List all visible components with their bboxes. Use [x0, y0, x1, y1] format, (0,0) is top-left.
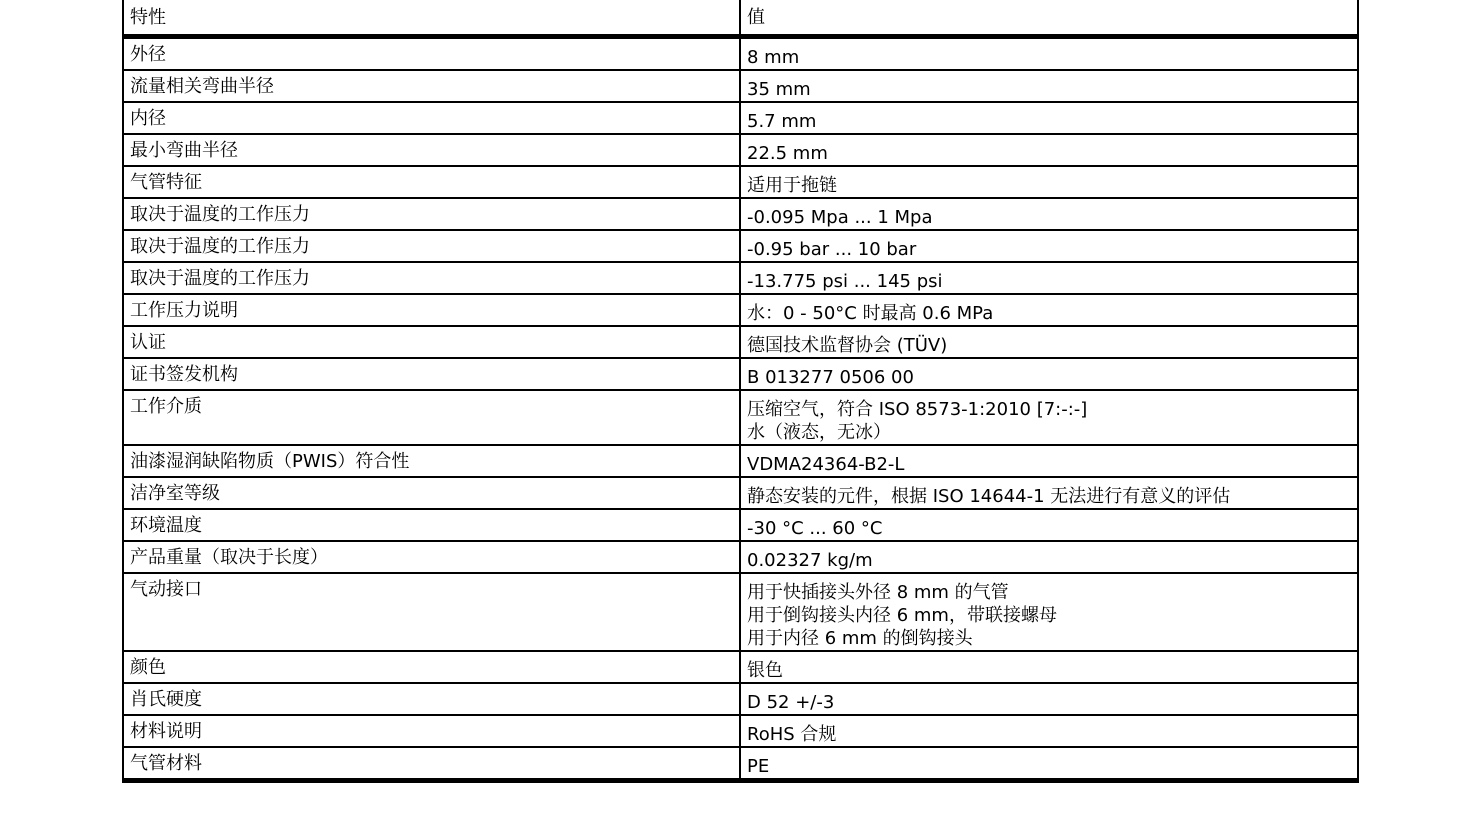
- table-row: [123, 715, 1358, 747]
- value-cell: [740, 445, 1358, 477]
- table-row: [123, 166, 1358, 198]
- column-header-property: 特性: [123, 0, 740, 36]
- table-row: [123, 70, 1358, 102]
- value-cell: [740, 683, 1358, 715]
- spec-sheet: [122, 0, 1357, 783]
- property-cell: 气动接口: [123, 573, 740, 651]
- value-line: B 013277 0506 00: [747, 366, 914, 388]
- value-line: 5.7 mm: [747, 110, 817, 132]
- value-line: D 52 +/-3: [747, 691, 835, 713]
- value-cell: [740, 230, 1358, 262]
- property-cell: 肖氏硬度: [123, 683, 740, 715]
- table-row: [123, 390, 1358, 445]
- value-line: 35 mm: [747, 78, 811, 100]
- property-cell: 油漆湿润缺陷物质（PWIS）符合性: [123, 445, 740, 477]
- value-line: 水（液态，无冰）: [747, 421, 891, 443]
- table-row: [123, 294, 1358, 326]
- property-cell: 产品重量（取决于长度）: [123, 541, 740, 573]
- value-line: 8 mm: [747, 46, 800, 68]
- value-line: -0.95 bar ... 10 bar: [747, 238, 917, 260]
- value-cell: [740, 262, 1358, 294]
- value-line: 水：0 - 50°C 时最高 0.6 MPa: [747, 302, 994, 324]
- value-cell: [740, 390, 1358, 445]
- value-line: 静态安装的元件，根据 ISO 14644-1 无法进行有意义的评估: [747, 485, 1231, 507]
- value-cell: [740, 326, 1358, 358]
- value-cell: [740, 294, 1358, 326]
- table-row: [123, 509, 1358, 541]
- value-cell: [740, 715, 1358, 747]
- value-line: 用于快插接头外径 8 mm 的气管: [747, 581, 1009, 603]
- property-cell: 认证: [123, 326, 740, 358]
- property-cell: 工作介质: [123, 390, 740, 445]
- property-cell: 材料说明: [123, 715, 740, 747]
- value-line: -30 °C ... 60 °C: [747, 517, 883, 539]
- property-cell: 证书签发机构: [123, 358, 740, 390]
- table-row: [123, 326, 1358, 358]
- value-line: VDMA24364-B2-L: [747, 453, 905, 475]
- table-row: [123, 198, 1358, 230]
- table-body: [123, 36, 1358, 780]
- property-cell: 取决于温度的工作压力: [123, 262, 740, 294]
- value-cell: [740, 36, 1358, 70]
- value-cell: [740, 477, 1358, 509]
- column-header-value: 值: [740, 0, 1358, 36]
- property-cell: 最小弯曲半径: [123, 134, 740, 166]
- value-line: RoHS 合规: [747, 723, 837, 745]
- property-cell: 流量相关弯曲半径: [123, 70, 740, 102]
- value-cell: [740, 573, 1358, 651]
- value-line: 22.5 mm: [747, 142, 828, 164]
- table-row: [123, 683, 1358, 715]
- value-cell: [740, 198, 1358, 230]
- value-line: 德国技术监督协会 (TÜV): [747, 334, 948, 356]
- property-cell: 外径: [123, 36, 740, 70]
- value-cell: [740, 358, 1358, 390]
- value-line: 用于内径 6 mm 的倒钩接头: [747, 627, 973, 649]
- property-cell: 气管特征: [123, 166, 740, 198]
- table-row: [123, 477, 1358, 509]
- value-line: -13.775 psi ... 145 psi: [747, 270, 943, 292]
- value-cell: [740, 509, 1358, 541]
- spec-table: [122, 0, 1359, 783]
- property-cell: 环境温度: [123, 509, 740, 541]
- table-row: [123, 102, 1358, 134]
- property-cell: 取决于温度的工作压力: [123, 230, 740, 262]
- table-row: [123, 230, 1358, 262]
- value-cell: [740, 541, 1358, 573]
- property-cell: 工作压力说明: [123, 294, 740, 326]
- value-line: PE: [747, 755, 770, 777]
- property-cell: 气管材料: [123, 747, 740, 781]
- value-cell: [740, 651, 1358, 683]
- table-header-row: [123, 0, 1358, 36]
- table-row: [123, 541, 1358, 573]
- value-line: 适用于拖链: [747, 174, 837, 196]
- value-cell: [740, 747, 1358, 781]
- value-line: 压缩空气，符合 ISO 8573-1:2010 [7:-:-]: [747, 398, 1088, 420]
- value-line: 用于倒钩接头内径 6 mm，带联接螺母: [747, 604, 1057, 626]
- value-line: 0.02327 kg/m: [747, 549, 873, 571]
- table-row: [123, 358, 1358, 390]
- value-cell: [740, 70, 1358, 102]
- property-cell: 取决于温度的工作压力: [123, 198, 740, 230]
- table-row: [123, 651, 1358, 683]
- property-cell: 颜色: [123, 651, 740, 683]
- table-row: [123, 262, 1358, 294]
- value-line: -0.095 Mpa ... 1 Mpa: [747, 206, 933, 228]
- table-row: [123, 134, 1358, 166]
- value-cell: [740, 166, 1358, 198]
- value-cell: [740, 102, 1358, 134]
- property-cell: 内径: [123, 102, 740, 134]
- table-row: [123, 573, 1358, 651]
- value-cell: [740, 134, 1358, 166]
- table-row: [123, 445, 1358, 477]
- value-line: 银色: [747, 659, 783, 681]
- table-row: [123, 36, 1358, 70]
- table-row: [123, 747, 1358, 781]
- property-cell: 洁净室等级: [123, 477, 740, 509]
